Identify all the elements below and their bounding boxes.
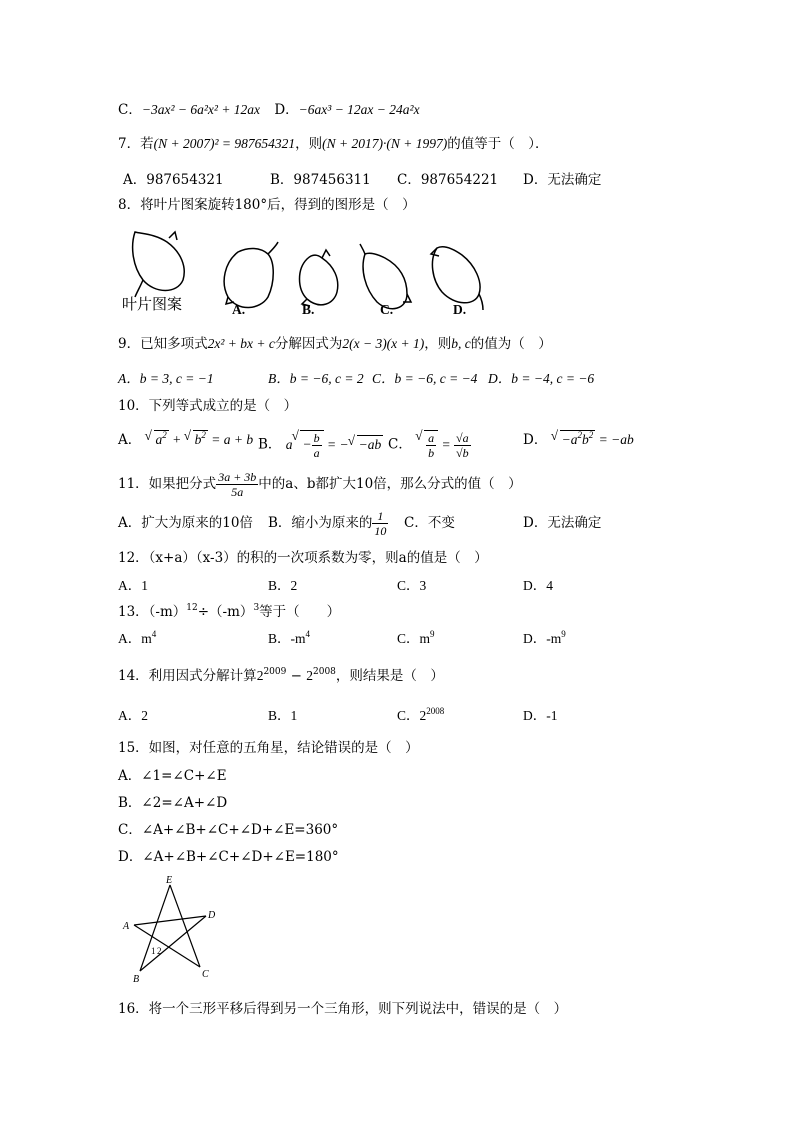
q15-stem: 15．如图，对任意的五角星，结论错误的是（ ） [118, 740, 419, 756]
q13-option-b-exp: 4 [305, 629, 311, 639]
q14-option-b[interactable]: B．1 [268, 708, 298, 723]
q10-option-b-label: B． [258, 436, 282, 453]
q13-option-c[interactable] [397, 630, 435, 648]
q11-option-b-prefix: B．缩小为原来的 [268, 515, 373, 531]
q11-option-b-fraction [372, 509, 388, 538]
q9-option-a[interactable]: A．b = 3, c = −1 [118, 371, 214, 386]
q6-option-d-expr: −6ax³ − 12ax − 24a²x [298, 102, 420, 117]
q15-option-c[interactable]: C．∠A+∠B+∠C+∠D+∠E=360° [118, 822, 339, 838]
q7-option-d[interactable]: D．无法确定 [523, 172, 602, 188]
q13-option-d[interactable] [523, 630, 566, 648]
q11-stem-suffix: 中的a、b都扩大10倍，那么分式的值（ ） [258, 476, 522, 492]
q10-option-a-label: A． [118, 432, 142, 448]
q11-stem-prefix: 11．如果把分式 [118, 476, 217, 492]
q6-option-d-label: D． [274, 102, 299, 118]
q13-stem [118, 603, 340, 621]
star-angle-2: 2 [157, 946, 162, 956]
q9-stem [118, 335, 552, 353]
q10-stem: 10．下列等式成立的是（ ） [118, 398, 298, 414]
q10-option-c[interactable] [388, 430, 471, 460]
q15-star-figure [118, 873, 228, 983]
q12-stem: 12．（x+a）（x-3）的积的一次项系数为零，则a的值是（ ） [118, 550, 488, 566]
q14-option-c-exp: 2008 [426, 706, 445, 716]
q11-option-b-den: 10 [374, 524, 387, 538]
q7-stem-mid: ，则 [295, 136, 323, 152]
q7-expr1: (N + 2007)² = 987654321 [153, 136, 296, 151]
q10-option-b-formula: a√ − $\frac{b}{a}$ = −√ −ab [286, 437, 383, 452]
q7-option-a[interactable]: A．987654321 [123, 172, 224, 188]
q14-option-c-base: 2 [419, 708, 427, 723]
q13-stem-b: ÷（-m） [197, 604, 254, 620]
q10-option-b[interactable] [258, 430, 383, 460]
q10-option-a-formula: √ $a^2$ + √ $b^2 = a + b$ [146, 432, 254, 447]
q11-option-c[interactable]: C．不变 [404, 515, 455, 531]
q14-option-c-label: C． [397, 708, 420, 723]
q9-option-c[interactable]: C．b = −6, c = −4 [372, 371, 478, 386]
q12-option-b[interactable]: B．2 [268, 578, 298, 593]
q7-stem-suffix: 的值等于（ ）． [447, 136, 549, 152]
q14-stem-prefix: 14．利用因式分解计算 [118, 668, 257, 684]
q7-option-c[interactable]: C．987654221 [397, 172, 499, 188]
q13-option-d-text: D．-m [523, 631, 562, 646]
q15-option-a[interactable]: A．∠1=∠C+∠E [118, 768, 227, 784]
q11-option-b-num: 1 [372, 509, 388, 524]
q8-label-d: D. [453, 302, 467, 317]
q7-stem [118, 135, 548, 153]
q10-option-d-label: D． [523, 432, 548, 448]
q13-stem-a: 13．（-m） [118, 604, 187, 620]
star-angle-1: 1 [151, 946, 156, 956]
star-label-a: A [123, 921, 130, 932]
q8-label-c: C. [380, 302, 394, 317]
q10-option-a[interactable] [118, 430, 253, 449]
q14-base1: 2 [256, 668, 264, 683]
q13-option-d-exp: 9 [561, 629, 566, 639]
q6-option-c-label: C． [118, 102, 142, 118]
q16-stem: 16．将一个三形平移后得到另一个三角形，则下列说法中，错误的是（ ） [118, 1001, 568, 1017]
q14-base2: 2 [306, 668, 313, 683]
q9-factored: 2(x − 3)(x + 1) [342, 336, 425, 351]
q11-option-b[interactable] [268, 509, 388, 538]
q14-stem-suffix: ，则结果是（ ） [335, 668, 444, 684]
q10-option-c-formula: √ $\frac{a}{b}$ = $\frac{√a}{√b}$ [416, 437, 470, 452]
q8-stem: 8．将叶片图案旋转180°后，得到的图形是（ ） [118, 197, 416, 213]
q14-minus: − [286, 668, 307, 684]
q9-option-b[interactable]: B．b = −6, c = 2 [268, 371, 364, 386]
q14-option-a[interactable]: A．2 [118, 708, 148, 723]
q12-option-d[interactable]: D．4 [523, 578, 553, 593]
q13-option-a-text: A．m [118, 631, 152, 646]
star-label-e: E [166, 875, 173, 886]
leaf-option-c[interactable] [360, 244, 411, 309]
q13-stem-c: 等于（ ） [259, 604, 341, 620]
q14-exp2: 2008 [313, 667, 336, 677]
q13-exp2: 3 [253, 603, 260, 613]
star-label-b: B [133, 974, 140, 983]
q11-frac-num: 3a + 3b [218, 470, 257, 484]
q11-option-a[interactable]: A．扩大为原来的10倍 [118, 515, 253, 531]
q8-label-a: A. [232, 302, 246, 317]
q13-option-a[interactable] [118, 630, 156, 648]
q9-stem-suffix: 的值为（ ） [470, 336, 552, 352]
q12-option-c[interactable]: C．3 [397, 578, 427, 593]
q9-vars: b, c [451, 336, 471, 351]
q13-option-c-text: C．m [397, 631, 431, 646]
q10-option-d-formula: √ $-a^2b^2 = -ab$ [552, 432, 634, 447]
q8-figure-caption: 叶片图案 [122, 295, 183, 313]
q15-option-b[interactable]: B．∠2=∠A+∠D [118, 795, 228, 811]
q15-option-d[interactable]: D．∠A+∠B+∠C+∠D+∠E=180° [118, 849, 339, 865]
leaf-original [133, 232, 185, 297]
q8-label-b: B. [302, 302, 315, 317]
q13-option-c-exp: 9 [430, 629, 435, 639]
star-label-c: C [202, 969, 209, 980]
q11-option-d[interactable]: D．无法确定 [523, 515, 602, 531]
star-line-ec [170, 885, 200, 967]
q9-option-d[interactable]: D．b = −4, c = −6 [488, 371, 595, 386]
q11-frac-den: 5a [231, 485, 244, 499]
leaf-option-b[interactable] [300, 250, 338, 306]
q7-expr2: (N + 2017)·(N + 1997) [322, 136, 448, 151]
q9-stem-mid: 分解因式为 [274, 336, 343, 352]
q6-option-c-expr: −3ax² − 6a²x² + 12ax [141, 102, 261, 117]
q14-option-c[interactable] [397, 707, 444, 725]
q14-stem [118, 667, 444, 685]
q11-fraction [216, 470, 258, 499]
q7-option-b[interactable]: B．987456311 [270, 172, 371, 188]
q12-option-a[interactable]: A．1 [118, 578, 148, 593]
star-line-ad [134, 916, 206, 925]
star-label-d: D [208, 910, 216, 921]
q13-exp1: 12 [186, 603, 198, 613]
q14-exp1: 2009 [263, 667, 287, 677]
q6-options-cd [118, 101, 420, 119]
q13-option-b-text: B．-m [268, 631, 306, 646]
q9-stem-prefix: 9．已知多项式 [118, 336, 208, 352]
q7-stem-prefix: 7．若 [118, 136, 154, 152]
q13-option-a-exp: 4 [151, 629, 157, 639]
leaf-option-a[interactable] [224, 242, 278, 308]
q9-poly: 2x² + bx + c [207, 336, 275, 351]
q14-option-d[interactable]: D．-1 [523, 708, 558, 723]
q10-option-c-label: C． [388, 436, 412, 453]
q13-option-b[interactable] [268, 630, 310, 648]
q11-stem [118, 470, 522, 499]
q10-option-d[interactable] [523, 430, 634, 449]
q9-stem-mid2: ，则 [424, 336, 452, 352]
